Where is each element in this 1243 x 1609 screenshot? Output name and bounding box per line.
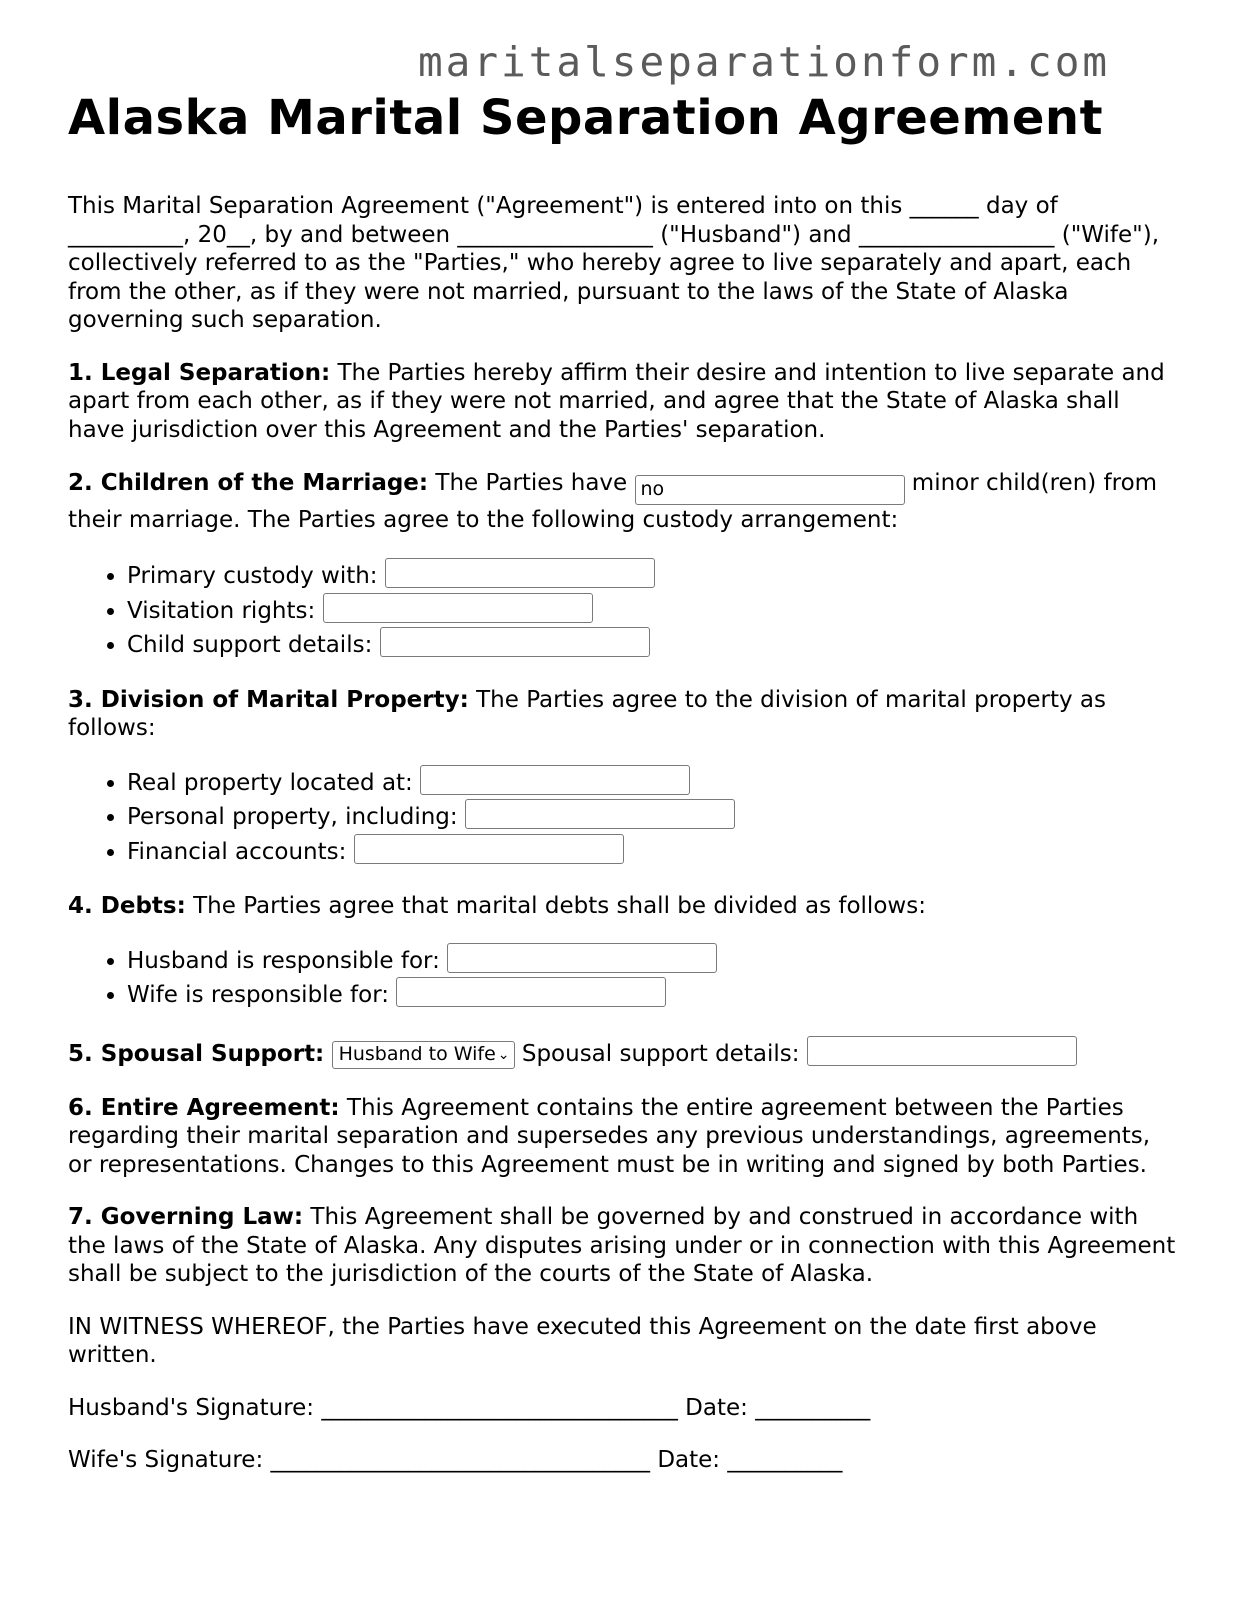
- chevron-down-icon: ⌄: [497, 1046, 510, 1063]
- section-governing-law: [68, 1203, 1178, 1289]
- spousal-support-select[interactable]: [332, 1041, 515, 1069]
- section-text: The Parties agree to the division of marital property as follows:: [68, 686, 1106, 741]
- section-text: This Agreement shall be governed by and construed in accordance with the laws of the State of Alaska. Any disputes arising under or in connection with this Agreement shall be subject to the jurisdiction of the courts of the State of Alaska.: [68, 1204, 1176, 1287]
- field-label: Real property located at:: [127, 769, 421, 796]
- field-label: Husband is responsible for:: [127, 947, 448, 974]
- section-text: The Parties have: [428, 470, 635, 496]
- wife-signature-line: Wife's Signature: _________________________________ Date: __________: [68, 1447, 843, 1473]
- list-item: [127, 943, 1178, 978]
- personal-property-input[interactable]: [465, 799, 735, 829]
- custody-list: [68, 558, 1178, 662]
- section-entire-agreement: [68, 1094, 1178, 1180]
- section-text: minor child(ren) from their marriage. The Parties agree to the following custody arrangement:: [68, 470, 1158, 533]
- husband-debts-input[interactable]: [447, 943, 717, 973]
- primary-custody-input[interactable]: [385, 558, 655, 588]
- husband-signature-line: Husband's Signature: _______________________________ Date: __________: [68, 1394, 871, 1421]
- child-support-input[interactable]: [380, 627, 650, 657]
- debts-list: [68, 943, 1178, 1012]
- list-item: [127, 627, 1178, 662]
- field-label: Wife is responsible for:: [127, 982, 397, 1008]
- section-text: The Parties hereby affirm their desire and intention to live separate and apart from each other, as if they were not married, and agree that the State of Alaska shall have jurisdiction over this Agreement and the Parties' separation.: [68, 359, 1165, 443]
- field-label: Personal property, including:: [127, 804, 465, 830]
- section-property: [68, 686, 1178, 743]
- field-label: Primary custody with:: [127, 563, 385, 589]
- field-label: Spousal support details:: [514, 1040, 807, 1067]
- financial-accounts-input[interactable]: [354, 834, 624, 864]
- real-property-input[interactable]: [420, 765, 690, 795]
- spousal-support-details-input[interactable]: [807, 1036, 1077, 1066]
- document-page: [68, 82, 1178, 1475]
- section-heading: 4. Debts:: [68, 893, 186, 919]
- visitation-rights-input[interactable]: [323, 593, 593, 623]
- section-heading: 7. Governing Law:: [68, 1204, 304, 1230]
- field-label: Child support details:: [127, 632, 380, 658]
- select-value: Husband to Wife: [338, 1042, 496, 1065]
- list-item: [127, 765, 1178, 800]
- section-heading: 6. Entire Agreement:: [68, 1094, 340, 1121]
- field-label: Visitation rights:: [127, 597, 323, 624]
- section-spousal-support: [68, 1036, 1178, 1070]
- section-heading: 5. Spousal Support:: [68, 1040, 325, 1067]
- witness-paragraph: IN WITNESS WHEREOF, the Parties have executed this Agreement on the date first above written.: [68, 1313, 1097, 1368]
- section-text: This Agreement contains the entire agreement between the Parties regarding their marital separation and supersedes any previous understandings, agreements, or representations. Changes to this Agreement must be in writing and signed by both Parties.: [68, 1094, 1151, 1178]
- section-heading: 3. Division of Marital Property:: [68, 686, 469, 713]
- section-legal-separation: [68, 359, 1178, 445]
- field-label: Financial accounts:: [127, 838, 354, 865]
- list-item: [127, 799, 1178, 834]
- property-list: [68, 765, 1178, 869]
- section-text: The Parties agree that marital debts shall be divided as follows:: [185, 893, 926, 919]
- list-item: [127, 593, 1178, 628]
- section-children: [68, 468, 1178, 536]
- list-item: [127, 977, 1178, 1012]
- children-count-input[interactable]: no: [635, 475, 905, 505]
- list-item: [127, 558, 1178, 593]
- wife-debts-input[interactable]: [396, 977, 666, 1007]
- watermark: maritalseparationform.com: [418, 38, 1111, 86]
- page-title: Alaska Marital Separation Agreement: [68, 90, 1104, 146]
- list-item: [127, 834, 1178, 869]
- intro-paragraph: This Marital Separation Agreement ("Agreement") is entered into on this ______ day of __________, 20__, by and between _________________ ("Husband") and _________________ ("Wife"), collectively referred to as the "Parties," who hereby agree to live separately and apart, each from the other, as if they were not married, pursuant to the laws of the State of Alaska governing such separation.: [68, 193, 1160, 333]
- section-heading: 2. Children of the Marriage:: [68, 470, 429, 496]
- section-heading: 1. Legal Separation:: [68, 359, 331, 386]
- section-debts: [68, 892, 1178, 921]
